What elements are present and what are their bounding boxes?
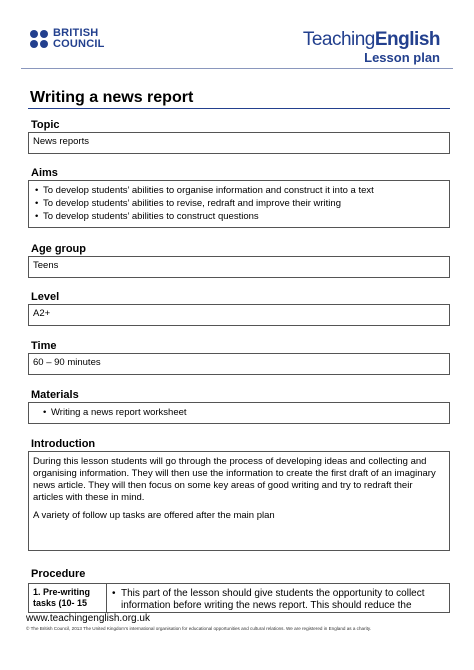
topic-box xyxy=(28,132,450,154)
time-value: 60 – 90 minutes xyxy=(33,357,101,368)
introduction-section xyxy=(28,438,450,551)
procedure-stage-cell xyxy=(29,584,107,612)
british-council-dots-icon xyxy=(30,30,48,48)
stage-line2: tasks (10- 15 xyxy=(33,598,88,608)
age-group-section xyxy=(28,243,450,278)
level-section xyxy=(28,291,450,326)
level-value: A2+ xyxy=(33,308,51,319)
level-box xyxy=(28,304,450,326)
topic-heading: Topic xyxy=(31,119,60,131)
aim-item: • To develop students’ abilities to organise information and construct it into a text xyxy=(33,184,445,197)
time-section xyxy=(28,340,450,375)
introduction-box xyxy=(28,451,450,551)
procedure-section xyxy=(28,568,450,581)
age-group-value: Teens xyxy=(33,260,59,271)
aims-section xyxy=(28,167,450,228)
bc-line2: COUNCIL xyxy=(53,38,105,50)
lesson-plan-label: Lesson plan xyxy=(364,50,440,65)
page-title: Writing a news report xyxy=(30,89,194,106)
footer-url[interactable]: www.teachingenglish.org.uk xyxy=(26,613,150,624)
footer-copyright: © The British Council, 2013 The United Kingdom’s international organisation for educational opportunities and cultural relations. We are registered in England as a charity. xyxy=(26,626,372,631)
title-divider xyxy=(28,108,450,109)
procedure-heading: Procedure xyxy=(31,568,86,580)
introduction-heading: Introduction xyxy=(31,438,96,450)
british-council-logo xyxy=(30,28,105,50)
aim-item: • To develop students’ abilities to revise, redraft and improve their writing xyxy=(33,197,445,210)
material-item: • Writing a news report worksheet xyxy=(41,406,445,419)
procedure-table xyxy=(28,583,450,613)
te-light: Teaching xyxy=(302,29,375,50)
aims-heading: Aims xyxy=(31,167,58,179)
time-heading: Time xyxy=(31,340,57,352)
introduction-paragraph: A variety of follow up tasks are offered after the main plan xyxy=(33,510,275,521)
aims-box xyxy=(28,180,450,228)
topic-value: News reports xyxy=(33,136,89,147)
topic-section xyxy=(28,119,450,154)
age-group-heading: Age group xyxy=(31,243,86,255)
header-divider xyxy=(21,68,453,69)
introduction-paragraph: During this lesson students will go through the process of developing ideas and collecting and organising information. They will then use the information to create the first draft of an imaginary news article. They will then focus on some key areas of good writing and try to redraft their articles with these in mind. xyxy=(33,456,436,503)
materials-heading: Materials xyxy=(31,389,79,401)
age-group-box xyxy=(28,256,450,278)
te-bold: English xyxy=(374,29,440,50)
stage-line1: 1. Pre-writing xyxy=(33,587,91,597)
procedure-description: • This part of the lesson should give students the opportunity to collect information before writing the news report. This should reduce the xyxy=(107,584,449,612)
time-box xyxy=(28,353,450,375)
materials-section xyxy=(28,389,450,424)
bc-line1: BRITISH xyxy=(53,27,99,39)
level-heading: Level xyxy=(31,291,60,303)
materials-box xyxy=(28,402,450,424)
aim-item: • To develop students’ abilities to construct questions xyxy=(33,210,445,223)
teaching-english-logo xyxy=(303,30,440,65)
